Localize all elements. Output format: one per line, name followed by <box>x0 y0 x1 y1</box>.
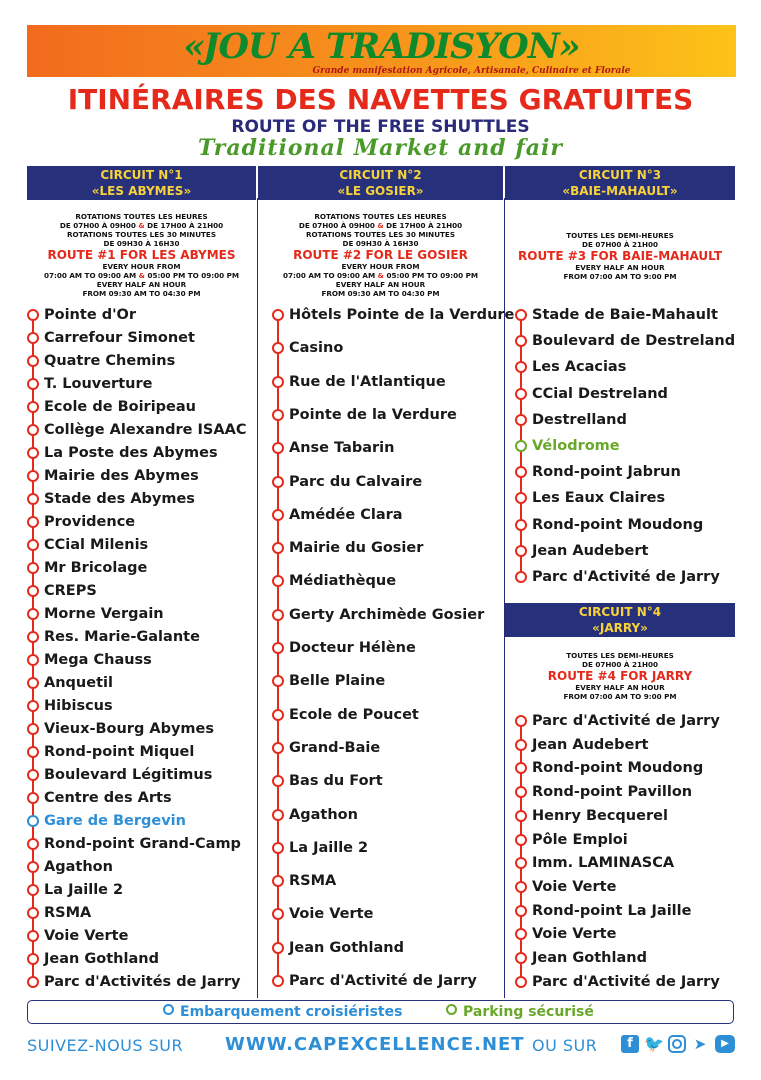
event-banner <box>27 25 736 77</box>
stop-marker-icon <box>27 309 39 321</box>
stop-name: Mairie du Gosier <box>289 540 424 557</box>
stop-marker-icon <box>272 409 284 421</box>
stop-marker-icon <box>515 928 527 940</box>
stop-marker-icon <box>515 492 527 504</box>
schedule-line: EVERY HALF AN HOUR <box>335 280 426 289</box>
twitter-icon[interactable]: 🐦 <box>644 1034 664 1053</box>
stop-name: Pôle Emploi <box>532 831 628 848</box>
stop-marker-icon <box>515 786 527 798</box>
stop-marker-icon <box>272 342 284 354</box>
stop-marker-icon <box>27 493 39 505</box>
circuit-2-header <box>258 166 503 200</box>
stop-name: Anquetil <box>44 675 113 691</box>
stop-name: CREPS <box>44 583 97 599</box>
stop-name: Les Acacias <box>532 359 627 376</box>
stop-marker-icon <box>272 809 284 821</box>
stop-marker-icon <box>27 401 39 413</box>
stop-marker-icon <box>272 442 284 454</box>
legend-box <box>27 1000 734 1024</box>
stop-name: Quatre Chemins <box>44 353 176 369</box>
stop-name: Rond-point Miquel <box>44 744 195 760</box>
stop-marker-icon <box>515 466 527 478</box>
stop-name: Jean Gothland <box>44 951 159 967</box>
stop-name: Voie Verte <box>532 878 617 895</box>
circuit-3-schedule <box>505 231 735 281</box>
follow-text: SUIVEZ-NOUS SUR <box>27 1036 184 1055</box>
stop-name: Rond-point Moudong <box>532 516 704 533</box>
stop-name: Amédée Clara <box>289 506 403 523</box>
stop-marker-icon <box>515 309 527 321</box>
stop-marker-icon <box>27 930 39 942</box>
stop-name: Parc d'Activité de Jarry <box>532 569 720 585</box>
legend-parking <box>446 1004 594 1020</box>
stop-name: Rue de l'Atlantique <box>289 373 446 390</box>
stop-marker-icon <box>515 519 527 531</box>
schedule-line: EVERY HALF AN HOUR <box>575 263 665 272</box>
schedule-line: 07:00 AM TO 09:00 AM & 05:00 PM TO 09:00 PM <box>282 271 479 280</box>
stop-name: Vieux-Bourg Abymes <box>44 721 215 737</box>
circuit-3-number: CIRCUIT N°3 <box>578 168 662 182</box>
schedule-line: DE 09H30 À 16H30 <box>103 239 180 248</box>
stop-name: Morne Vergain <box>44 606 164 622</box>
stop-marker-icon <box>272 975 284 987</box>
stop-name: Imm. LAMINASCA <box>532 855 675 872</box>
facebook-icon[interactable]: f <box>621 1035 639 1053</box>
stop-marker-icon <box>27 861 39 873</box>
stop-marker-icon <box>272 709 284 721</box>
legend-cruise-label: Embarquement croisiéristes <box>180 1004 403 1020</box>
stop-name: Rond-point La Jaille <box>532 902 692 919</box>
stop-marker-icon <box>27 677 39 689</box>
stop-marker-icon <box>515 976 527 988</box>
stop-name: Mairie des Abymes <box>44 468 199 484</box>
legend-cruise <box>163 1004 402 1020</box>
stop-marker-icon <box>515 810 527 822</box>
stop-name: Vélodrome <box>532 438 620 454</box>
route-label: ROUTE #3 FOR BAIE-MAHAULT <box>518 249 722 263</box>
stop-name: Parc d'Activité de Jarry <box>532 713 720 729</box>
stop-name: Collège Alexandre ISAAC <box>44 422 247 438</box>
stop-name: Voie Verte <box>532 926 617 943</box>
stop-marker-icon <box>27 884 39 896</box>
stop-name: La Poste des Abymes <box>44 445 218 461</box>
stop-marker-icon <box>272 908 284 920</box>
stop-marker-icon <box>515 545 527 557</box>
stop-marker-icon <box>27 700 39 712</box>
route-label: ROUTE #2 FOR LE GOSIER <box>293 248 468 262</box>
route-label: ROUTE #4 FOR JARRY <box>547 669 693 683</box>
circuit-4-header <box>505 603 735 637</box>
schedule-line: EVERY HALF AN HOUR <box>96 280 187 289</box>
stop-marker-icon <box>27 631 39 643</box>
stop-marker-icon <box>27 654 39 666</box>
schedule-line: DE 07H00 À 21H00 <box>582 240 658 249</box>
stop-marker-icon <box>272 942 284 954</box>
stop-name: Voie Verte <box>289 906 374 923</box>
stop-name: T. Louverture <box>44 376 153 392</box>
legend-parking-label: Parking sécurisé <box>463 1004 594 1020</box>
schedule-line: DE 07H00 À 09H00 & DE 17H00 À 21H00 <box>298 221 463 230</box>
schedule-line: 07:00 AM TO 09:00 AM & 05:00 PM TO 09:00 PM <box>43 271 240 280</box>
stop-marker-icon <box>272 542 284 554</box>
page-title-english: ROUTE OF THE FREE SHUTTLES <box>231 117 530 137</box>
schedule-line: ROTATIONS TOUTES LES 30 MINUTES <box>305 230 456 239</box>
schedule-line: ROTATIONS TOUTES LES HEURES <box>314 212 447 221</box>
stop-marker-icon <box>515 361 527 373</box>
circuit-1-route-line <box>32 315 34 982</box>
stop-name: Rond-point Pavillon <box>532 784 693 801</box>
stop-marker-icon <box>515 762 527 774</box>
stop-name: Rond-point Moudong <box>532 760 704 777</box>
stop-name: Hôtels Pointe de la Verdure <box>289 307 515 323</box>
stop-name: CCial Destreland <box>532 385 668 402</box>
stop-name: Voie Verte <box>44 928 129 944</box>
stop-marker-icon <box>515 571 527 583</box>
stop-name: La Jaille 2 <box>44 882 124 898</box>
stop-marker-icon <box>272 742 284 754</box>
stop-marker-icon <box>27 378 39 390</box>
stop-marker-icon <box>272 842 284 854</box>
instagram-icon[interactable] <box>668 1035 686 1053</box>
schedule-line: TOUTES LES DEMI-HEURES <box>566 231 674 240</box>
stop-marker-icon <box>515 388 527 400</box>
stop-marker-icon <box>27 585 39 597</box>
stop-name: Agathon <box>44 859 113 875</box>
stop-marker-icon <box>515 905 527 917</box>
stop-name: Jean Gothland <box>532 950 647 966</box>
page-title: ITINÉRAIRES DES NAVETTES GRATUITES <box>67 83 694 116</box>
schedule-line: FROM 07:00 AM TO 9:00 PM <box>563 272 677 281</box>
stop-name: Henry Becquerel <box>532 807 668 824</box>
circuit-4-route-line <box>520 721 522 982</box>
stop-name: Carrefour Simonet <box>44 330 195 346</box>
schedule-line: TOUTES LES DEMI-HEURES <box>566 651 674 660</box>
website-link[interactable]: WWW.CAPEXCELLENCE.NET <box>225 1034 525 1055</box>
stop-name: Parc d'Activité de Jarry <box>532 973 720 990</box>
stop-name: CCial Milenis <box>44 537 149 553</box>
circuit-3-header <box>505 166 735 200</box>
tagline: Traditional Market and fair <box>197 135 564 161</box>
stop-marker-icon <box>27 769 39 781</box>
stop-marker-icon <box>27 815 39 827</box>
circuit-2-number: CIRCUIT N°2 <box>339 168 422 182</box>
stop-marker-icon <box>272 509 284 521</box>
stop-marker-icon <box>515 414 527 426</box>
stop-marker-icon <box>27 792 39 804</box>
stop-name: Médiathèque <box>289 573 397 590</box>
stop-name: Stade de Baie-Mahault <box>532 307 718 323</box>
schedule-line: EVERY HOUR FROM <box>341 262 420 271</box>
stop-marker-icon <box>515 881 527 893</box>
stop-name: Destrelland <box>532 411 627 428</box>
cruise-marker-icon <box>163 1004 174 1015</box>
stop-marker-icon <box>27 562 39 574</box>
stop-name: Grand-Baie <box>289 739 381 756</box>
stop-marker-icon <box>272 775 284 787</box>
circuit-1-header <box>27 166 256 200</box>
stop-marker-icon <box>272 309 284 321</box>
or-text: OU SUR <box>532 1036 598 1055</box>
event-title: «JOU A TRADISYON» <box>183 26 580 67</box>
schedule-line: EVERY HOUR FROM <box>102 262 181 271</box>
column-divider <box>257 198 258 998</box>
stop-name: Jean Audebert <box>532 736 649 753</box>
circuit-1-name: «LES ABYMES» <box>91 184 192 198</box>
stop-marker-icon <box>27 470 39 482</box>
stop-marker-icon <box>27 976 39 988</box>
schedule-line: FROM 09:30 AM TO 04:30 PM <box>82 289 201 298</box>
circuit-1-schedule <box>27 212 256 298</box>
stop-name: Boulevard Légitimus <box>44 767 213 783</box>
circuit-2-schedule <box>258 212 503 298</box>
stop-name: Mega Chauss <box>44 652 152 668</box>
stop-marker-icon <box>515 834 527 846</box>
stop-name: Ecole de Poucet <box>289 706 419 723</box>
stop-name: Rond-point Grand-Camp <box>44 836 241 852</box>
stop-marker-icon <box>272 875 284 887</box>
stop-name: Res. Marie-Galante <box>44 629 200 645</box>
stop-marker-icon <box>27 424 39 436</box>
schedule-line: DE 09H30 À 16H30 <box>342 239 419 248</box>
schedule-line: ROTATIONS TOUTES LES 30 MINUTES <box>66 230 217 239</box>
stop-name: Providence <box>44 514 136 530</box>
stop-name: Casino <box>289 340 344 357</box>
stop-marker-icon <box>515 440 527 452</box>
stop-marker-icon <box>515 715 527 727</box>
stop-marker-icon <box>272 675 284 687</box>
stop-marker-icon <box>27 838 39 850</box>
stop-name: Gare de Bergevin <box>44 813 186 829</box>
event-subtitle: Grande manifestation Agricole, Artisanale, Culinaire et Florale <box>312 66 631 76</box>
schedule-line: FROM 09:30 AM TO 04:30 PM <box>321 289 440 298</box>
stop-name: Les Eaux Claires <box>532 490 666 507</box>
circuit-4-name: «JARRY» <box>592 621 648 635</box>
circuit-4-number: CIRCUIT N°4 <box>578 605 662 619</box>
stop-name: Bas du Fort <box>289 773 383 790</box>
stop-name: Docteur Hélène <box>289 640 416 656</box>
stop-marker-icon <box>515 857 527 869</box>
parking-marker-icon <box>446 1004 457 1015</box>
stop-name: Parc d'Activités de Jarry <box>44 974 241 990</box>
stop-marker-icon <box>272 575 284 587</box>
schedule-line: DE 07H00 À 09H00 & DE 17H00 À 21H00 <box>59 221 224 230</box>
stop-name: Hibiscus <box>44 698 113 714</box>
stop-name: RSMA <box>289 873 337 890</box>
schedule-line: DE 07H00 À 21H00 <box>582 660 658 669</box>
stop-name: Gerty Archimède Gosier <box>289 606 485 623</box>
stop-marker-icon <box>272 476 284 488</box>
stop-name: Centre des Arts <box>44 790 172 806</box>
circuit-2-name: «LE GOSIER» <box>337 184 424 198</box>
stop-marker-icon <box>27 608 39 620</box>
schedule-line: ROTATIONS TOUTES LES HEURES <box>75 212 208 221</box>
stop-name: Pointe de la Verdure <box>289 406 457 423</box>
stop-name: Stade des Abymes <box>44 491 195 507</box>
stop-marker-icon <box>27 355 39 367</box>
stop-name: Mr Bricolage <box>44 560 148 576</box>
stop-name: La Jaille 2 <box>289 839 369 856</box>
stop-name: Pointe d'Or <box>44 307 136 323</box>
stop-marker-icon <box>27 953 39 965</box>
telegram-icon[interactable]: ➤ <box>693 1035 707 1053</box>
stop-marker-icon <box>27 539 39 551</box>
circuit-4-schedule <box>505 651 735 701</box>
route-label: ROUTE #1 FOR LES ABYMES <box>47 248 236 262</box>
stop-marker-icon <box>27 723 39 735</box>
stop-name: Parc du Calvaire <box>289 473 423 490</box>
stop-name: Boulevard de Destreland <box>532 333 736 350</box>
stop-marker-icon <box>515 952 527 964</box>
stop-name: Parc d'Activité de Jarry <box>289 973 477 989</box>
stop-name: RSMA <box>44 905 92 921</box>
schedule-line: FROM 07:00 AM TO 9:00 PM <box>563 692 677 701</box>
stop-name: Belle Plaine <box>289 673 386 690</box>
stop-marker-icon <box>27 746 39 758</box>
stop-marker-icon <box>515 739 527 751</box>
stop-marker-icon <box>27 447 39 459</box>
footer <box>27 1035 737 1057</box>
stop-name: Jean Gothland <box>289 939 404 956</box>
stop-name: Ecole de Boiripeau <box>44 399 197 415</box>
schedule-line: EVERY HALF AN HOUR <box>575 683 665 692</box>
stop-name: Anse Tabarin <box>289 440 395 457</box>
stop-name: Rond-point Jabrun <box>532 464 681 481</box>
stop-marker-icon <box>272 642 284 654</box>
stop-marker-icon <box>515 335 527 347</box>
stop-name: Jean Audebert <box>532 542 649 559</box>
stop-name: Agathon <box>289 806 358 823</box>
stop-marker-icon <box>272 609 284 621</box>
stop-marker-icon <box>272 376 284 388</box>
stop-marker-icon <box>27 907 39 919</box>
circuit-1-number: CIRCUIT N°1 <box>100 168 183 182</box>
stop-marker-icon <box>27 332 39 344</box>
circuit-3-name: «BAIE-MAHAULT» <box>562 184 678 198</box>
youtube-icon[interactable]: ▶ <box>715 1035 735 1053</box>
stop-marker-icon <box>27 516 39 528</box>
